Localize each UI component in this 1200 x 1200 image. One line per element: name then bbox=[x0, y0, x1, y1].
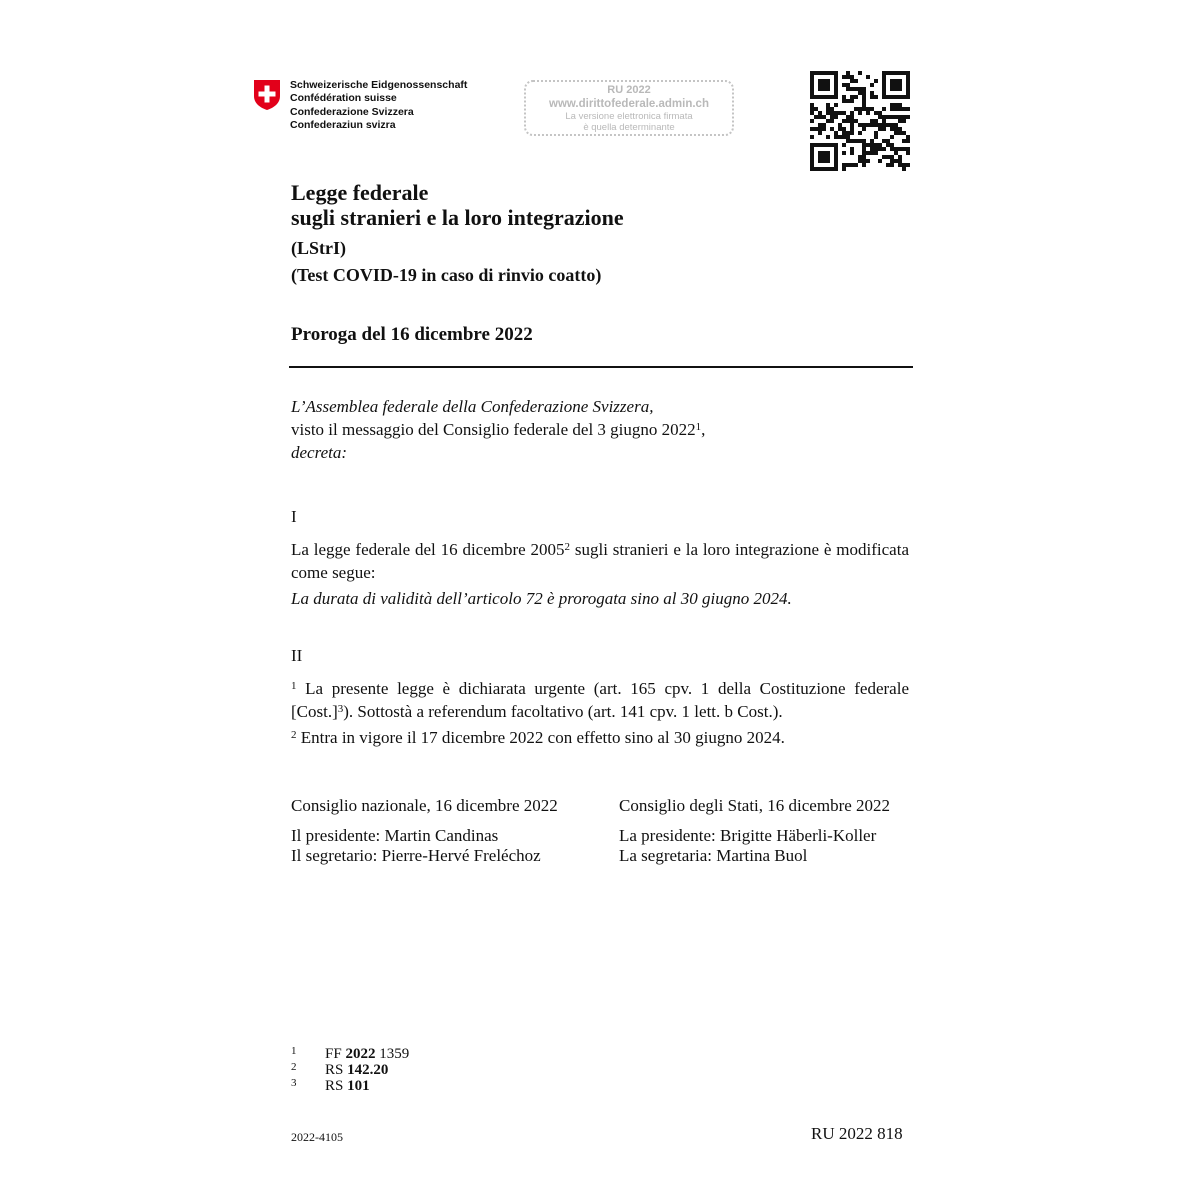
preamble-comma: , bbox=[701, 420, 706, 439]
paragraph-number-2: 2 bbox=[291, 729, 297, 741]
section-heading-1: I bbox=[291, 507, 297, 526]
signature-place-left: Consiglio nazionale, 16 dicembre 2022 bbox=[291, 796, 558, 815]
title-line-1: Legge federale bbox=[291, 180, 429, 205]
footnote-text[interactable] bbox=[325, 1078, 370, 1094]
preamble-considering-text: visto il messaggio del Consiglio federale del 3 giugno 2022 bbox=[291, 420, 696, 439]
footnote-prefix: FF bbox=[325, 1046, 346, 1062]
qr-code-icon bbox=[810, 71, 910, 171]
confederation-it: Confederazione Svizzera bbox=[290, 105, 414, 118]
paragraph-2 bbox=[291, 726, 911, 749]
footnote-number: 3 bbox=[291, 1077, 297, 1089]
stamp-note-1: La versione elettronica firmata bbox=[565, 111, 693, 122]
footnote-prefix: RS bbox=[325, 1062, 348, 1078]
confederation-names bbox=[290, 79, 467, 132]
preamble-considering bbox=[291, 418, 911, 441]
signature-place-right: Consiglio degli Stati, 16 dicembre 2022 bbox=[619, 796, 891, 815]
title-abbreviation: (LStrI) bbox=[291, 238, 346, 258]
footnote-bold: 142.20 bbox=[347, 1062, 389, 1078]
amendment-date: Proroga del 16 dicembre 2022 bbox=[291, 324, 533, 345]
signature-secretary-right: La segretaria: Martina Buol bbox=[619, 846, 808, 865]
paragraph-1-post: ). Sottostà a referendum facoltativo (art. 141 cpv. 1 lett. b Cost.). bbox=[343, 702, 783, 721]
paragraph-1-pre: La presente legge è dichiarata urgente (art. 165 cpv. 1 della Costituzione federale [Cost.] bbox=[291, 679, 909, 721]
confederation-rm: Confederaziun svizra bbox=[290, 118, 396, 131]
signature-president-right: La presidente: Brigitte Häberli-Koller bbox=[619, 826, 877, 845]
signature-president-left: Il presidente: Martin Candinas bbox=[291, 826, 499, 845]
section-1-body-post: sugli stranieri e la loro integrazione è modificata come segue: bbox=[291, 540, 909, 582]
paragraph-number-1: 1 bbox=[291, 680, 297, 692]
stamp-collection: RU 2022 bbox=[607, 84, 651, 96]
divider-rule bbox=[289, 366, 913, 368]
signature-block-council-of-states bbox=[619, 796, 919, 866]
official-collection-reference: RU 2022 818 bbox=[811, 1124, 903, 1143]
title-subtitle: (Test COVID-19 in caso di rinvio coatto) bbox=[291, 265, 602, 285]
section-heading-2: II bbox=[291, 646, 303, 665]
document-title bbox=[291, 180, 624, 230]
stamp-note-2: è quella determinante bbox=[583, 122, 675, 133]
footnote-ref-2[interactable]: 2 bbox=[564, 541, 571, 553]
title-line-2: sugli stranieri e la loro integrazione bbox=[291, 205, 624, 230]
preamble bbox=[291, 395, 911, 464]
footnote-bold: 101 bbox=[347, 1078, 370, 1094]
signature-secretary-left: Il segretario: Pierre-Hervé Freléchoz bbox=[291, 846, 541, 865]
section-1-body bbox=[291, 538, 909, 584]
paragraph-1 bbox=[291, 677, 909, 723]
paragraph-2-text: Entra in vigore il 17 dicembre 2022 con effetto sino al 30 giugno 2024. bbox=[296, 728, 785, 747]
footnote-ref-1[interactable]: 1 bbox=[695, 421, 702, 433]
footnotes bbox=[291, 1046, 409, 1094]
footnote-number: 1 bbox=[291, 1045, 297, 1057]
publication-stamp bbox=[524, 80, 734, 136]
swiss-cross-shield-icon bbox=[252, 79, 282, 111]
footnote-prefix: RS bbox=[325, 1078, 348, 1094]
footnote-bold: 2022 bbox=[345, 1046, 376, 1062]
section-1-body-pre: La legge federale del 16 dicembre 2005 bbox=[291, 540, 565, 559]
footnote-suffix: 1359 bbox=[375, 1046, 410, 1062]
preamble-decrees: decreta: bbox=[291, 443, 348, 462]
footnote-text[interactable] bbox=[325, 1046, 409, 1062]
confederation-fr: Confédération suisse bbox=[290, 92, 397, 105]
preamble-assembly: L’Assemblea federale della Confederazione Svizzera, bbox=[291, 397, 654, 416]
confederation-de: Schweizerische Eidgenossenschaft bbox=[290, 79, 468, 91]
section-1-amendment: La durata di validità dell’articolo 72 è prorogata sino al 30 giugno 2024. bbox=[291, 589, 792, 608]
signature-block-national-council bbox=[291, 796, 611, 866]
footnote-text[interactable] bbox=[325, 1062, 388, 1078]
footnote-ref-3[interactable]: 3 bbox=[337, 703, 344, 715]
footnote-number: 2 bbox=[291, 1061, 297, 1073]
document-number: 2022-4105 bbox=[291, 1130, 343, 1144]
footnote-3 bbox=[291, 1078, 409, 1094]
stamp-website: www.dirittofederale.admin.ch bbox=[549, 98, 709, 110]
